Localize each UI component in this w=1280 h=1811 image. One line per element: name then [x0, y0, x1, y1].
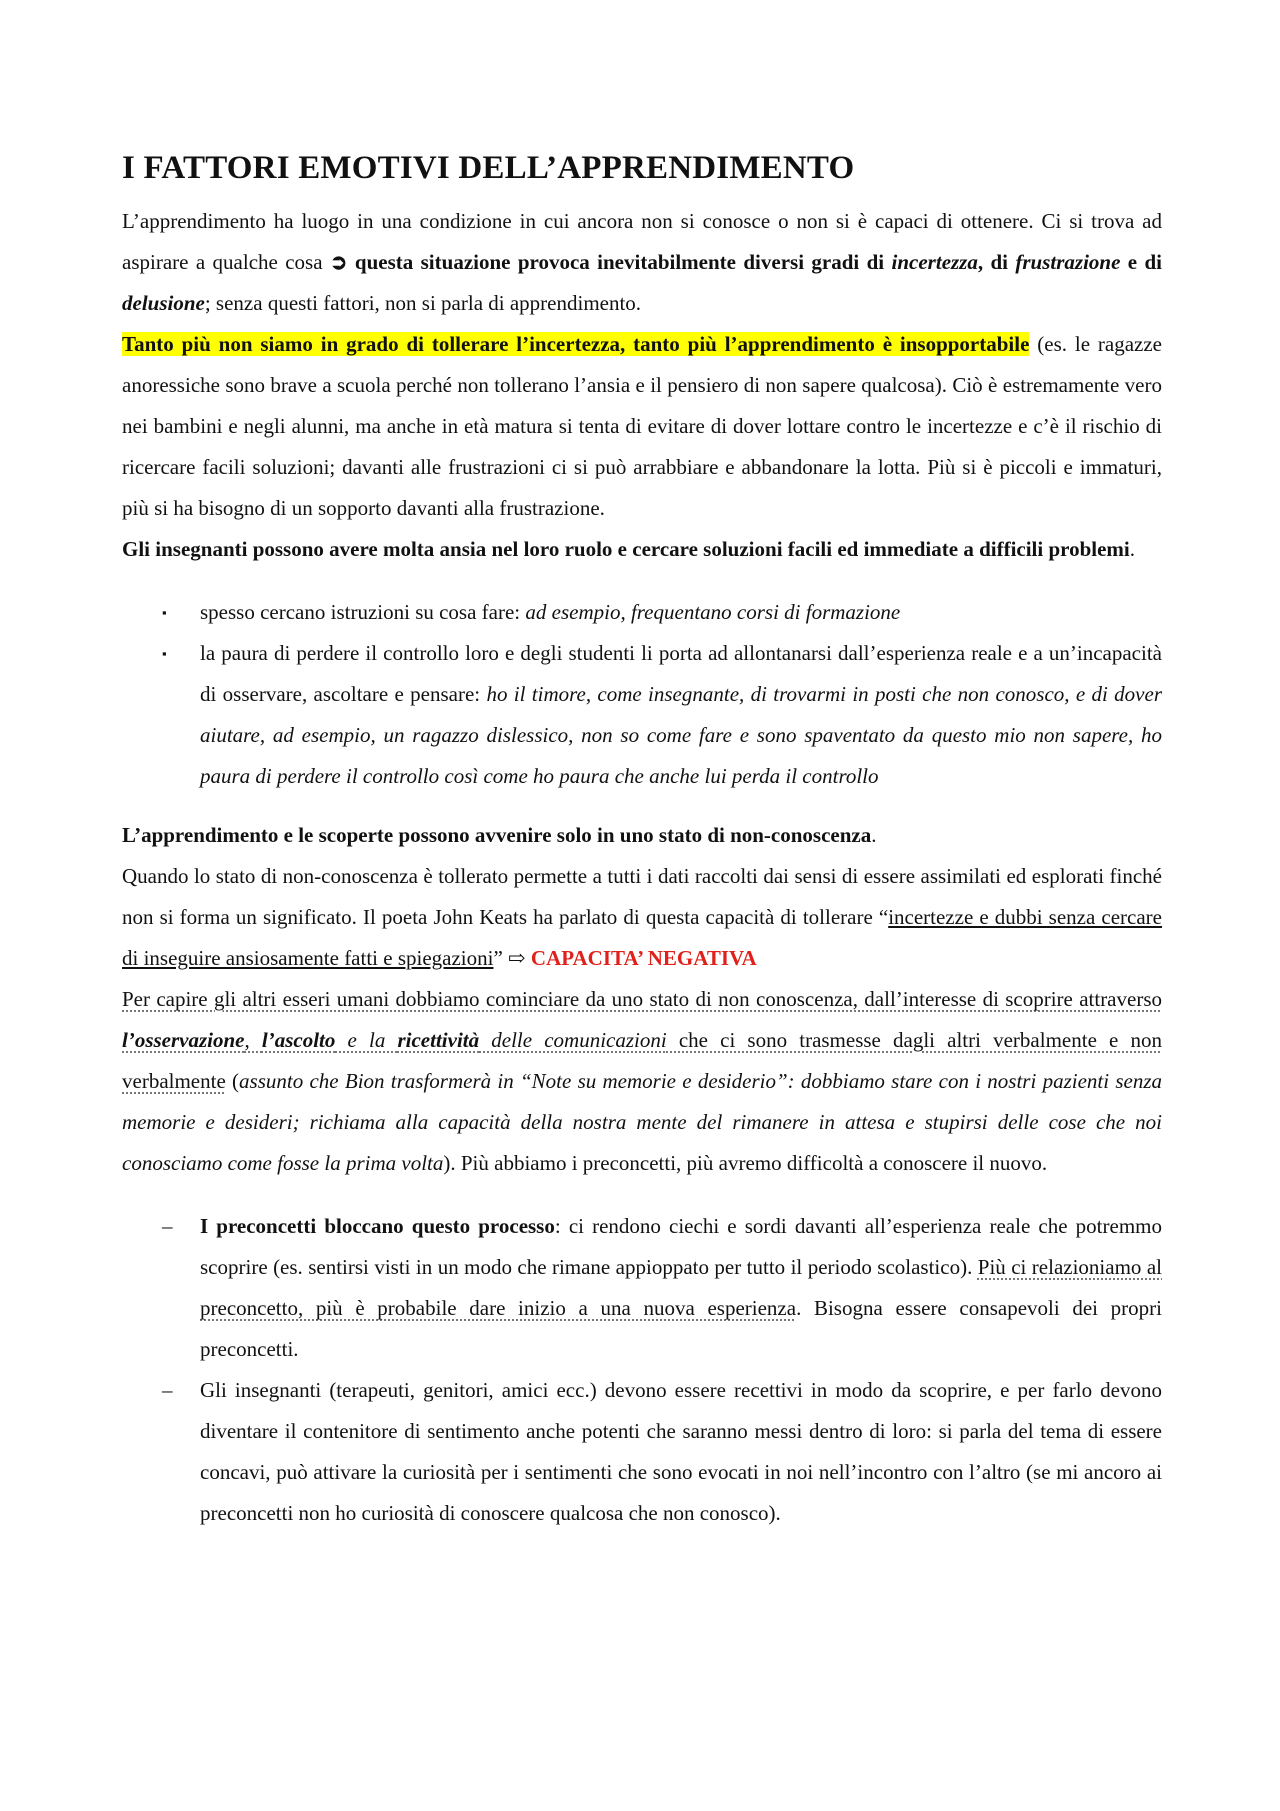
understanding-text: Per capire gli altri esseri umani dobbiamo cominciare da uno stato di non conoscenza, dall’interesse di scoprire attraverso [122, 987, 1162, 1011]
arrow-icon: ➲ [329, 250, 348, 274]
keats-quote-close: ” [493, 946, 509, 970]
list-item [122, 1206, 1162, 1370]
understanding-sep-1: , [244, 1028, 262, 1052]
teachers-bold: Gli insegnanti possono avere molta ansia nel loro ruolo e cercare soluzioni facili ed immediate a difficili problemi [122, 537, 1130, 561]
understanding-sep-2: e la [335, 1028, 398, 1052]
bullet-italic: ad esempio, frequentano corsi di formazione [525, 600, 901, 624]
bullet-italic: ho il timore, come insegnante, di trovarmi in posti che non conosco, e di dover aiutare, ad esempio, un ragazzo dislessico, non so come fare e sono spaventato da questo mio non sapere, ho paura di perdere il controllo così come ho paura che anche lui perda il controllo [200, 682, 1162, 788]
teachers-receptive-text: Gli insegnanti (terapeuti, genitori, amici ecc.) devono essere recettivi in modo da scoprire, e per farlo devono diventare il contenitore di sentimento anche potenti che saranno messi dentro di loro: si parla del tema di essere concavi, può attivare la curiosità per i sentimenti che sono evocati in noi nell’incontro con l’altro (se mi ancoro ai preconcetti non ho curiosità di conoscere qualcosa che non conosco). [200, 1378, 1162, 1525]
word-osservazione: l’osservazione [122, 1028, 245, 1052]
preconcepts-bold: I preconcetti bloccano questo processo [200, 1214, 555, 1238]
understanding-end: ). Più abbiamo i preconcetti, più avremo difficoltà a conoscere il nuovo. [443, 1151, 1048, 1175]
paragraph-intro [122, 201, 1162, 324]
paragraph-non-knowledge [122, 815, 1162, 856]
paragraph-understanding [122, 979, 1162, 1184]
dash-list [122, 1206, 1162, 1534]
understanding-tail: che ci sono trasmesse dagli altri verbalmente e non verbalmente [122, 1028, 1162, 1093]
bullet-icon: ▪ [162, 605, 167, 620]
paragraph-keats [122, 856, 1162, 979]
paren-open: ( [225, 1069, 240, 1093]
paragraph-teachers [122, 529, 1162, 570]
preconcepts-text: : ci rendono ciechi e sordi davanti all’esperienza reale che potremmo scoprire (es. sentirsi visti in un modo che rimane appioppato per tutto il periodo scolastico). [200, 1214, 1162, 1279]
list-item [122, 592, 1162, 633]
intro-sep-2: e di [1120, 250, 1163, 274]
intro-text: L’apprendimento ha luogo in una condizione in cui ancora non si conosce o non si è capaci di ottenere. Ci si trova ad aspirare a qualche cosa [122, 209, 1162, 274]
word-comunicazioni: delle comunicazioni [479, 1028, 667, 1052]
page-title: I FATTORI EMOTIVI DELL’APPRENDIMENTO [122, 150, 855, 186]
list-item [122, 1370, 1162, 1534]
paragraph-tolerance [122, 324, 1162, 529]
bullet-icon: ▪ [162, 646, 167, 661]
word-delusione: delusione [122, 291, 205, 315]
intro-end: ; senza questi fattori, non si parla di apprendimento. [204, 291, 642, 315]
bullet-text: la paura di perdere il controllo loro e degli studenti li porta ad allontanarsi dall’esperienza reale e a un’incapacità di osservare, ascoltare e pensare: [200, 641, 1162, 706]
intro-sep-1: , di [977, 250, 1016, 274]
word-frustrazione: frustrazione [1015, 250, 1121, 274]
preconcepts-dotted: Più ci relazioniamo al preconcetto, più è probabile dare inizio a una nuova esperienza [200, 1255, 1162, 1320]
tolerance-text: (es. le ragazze anoressiche sono brave a scuola perché non tollerano l’ansia e il pensiero di non sapere qualcosa). Ciò è estremamente vero nei bambini e negli alunni, ma anche in età matura si tenta di evitare di dover lottare contro le incertezze e c’è il rischio di ricercare facili soluzioni; davanti alle frustrazioni ci si può arrabbiare e abbandonare la lotta. Più si è piccoli e immaturi, più si ha bisogno di un sopporto davanti alla frustrazione. [122, 332, 1162, 520]
highlighted-sentence: Tanto più non siamo in grado di tollerare l’incertezza, tanto più l’apprendimento è insopportabile [122, 332, 1030, 356]
word-incertezza: incertezza [891, 250, 978, 274]
word-ascolto: l’ascolto [261, 1028, 336, 1052]
negative-capability: CAPACITA’ NEGATIVA [530, 946, 757, 970]
non-knowledge-bold: L’apprendimento e le scoperte possono avvenire solo in uno stato di non-conoscenza [122, 823, 872, 847]
bullet-list [122, 592, 1162, 797]
dash-icon: – [162, 1378, 173, 1402]
intro-bold: questa situazione provoca inevitabilmente diversi gradi di [347, 250, 892, 274]
bion-note: assunto che Bion trasformerà in “Note su memorie e desiderio”: dobbiamo stare con i nostri pazienti senza memorie e desideri; richiama alla capacità della nostra mente del rimanere in attesa e stupirsi delle cose che noi conosciamo come fosse la prima volta [122, 1069, 1162, 1175]
teachers-end: . [1129, 537, 1136, 561]
keats-text: Quando lo stato di non-conoscenza è tollerato permette a tutti i dati raccolti dai sensi di essere assimilati ed esplorati finché non si forma un significato. Il poeta John Keats ha parlato di questa capacità di tollerare “ [122, 864, 1162, 929]
keats-quote: incertezze e dubbi senza cercare di inseguire ansiosamente fatti e spiegazioni [122, 905, 1162, 970]
arrow-right-icon: ⇨ [508, 946, 526, 970]
dash-icon: – [162, 1214, 173, 1238]
preconcepts-end: . Bisogna essere consapevoli dei propri preconcetti. [200, 1296, 1162, 1361]
bullet-text: spesso cercano istruzioni su cosa fare: [200, 600, 526, 624]
list-item [122, 633, 1162, 797]
non-knowledge-end: . [871, 823, 877, 847]
word-ricettivita: ricettività [397, 1028, 480, 1052]
